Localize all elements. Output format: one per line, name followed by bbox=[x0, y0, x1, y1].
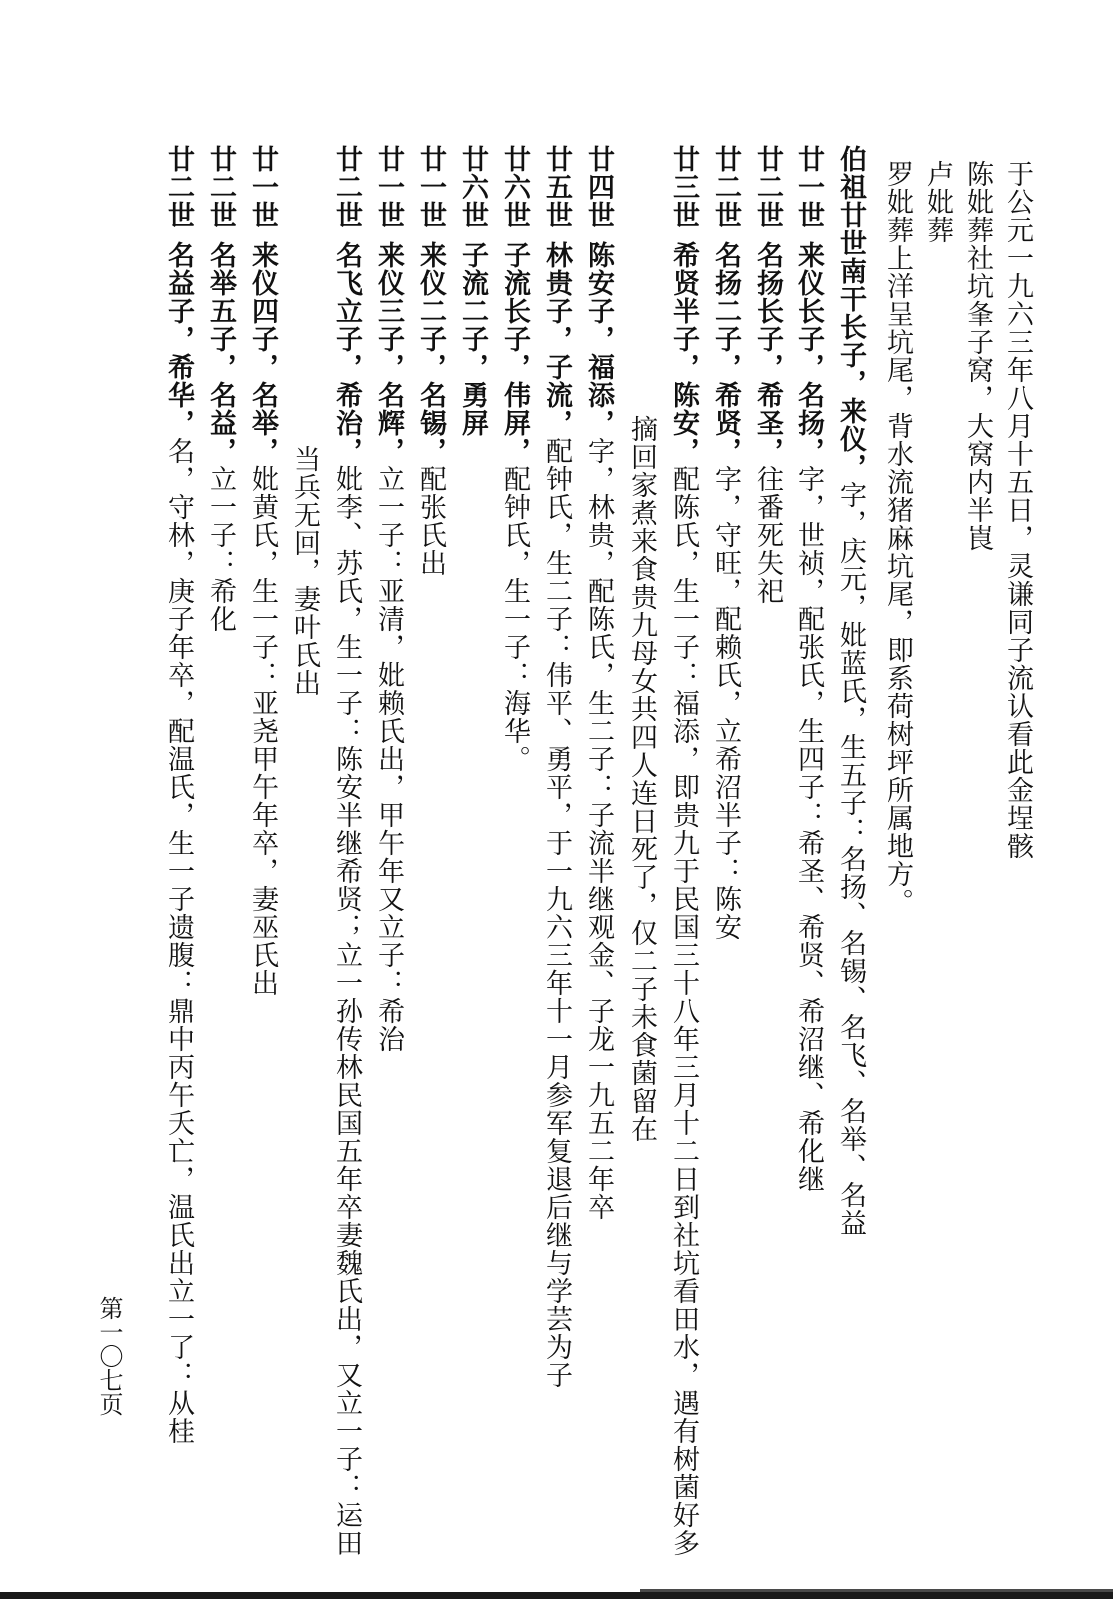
generation-label: 廿三世 bbox=[668, 145, 699, 229]
entry-name: 南干长子，来仪， bbox=[835, 257, 866, 481]
genealogy-entry bbox=[581, 145, 615, 1221]
entry-text: 往番死失祀 bbox=[752, 465, 783, 605]
genealogy-entry bbox=[245, 145, 279, 997]
entry-text: 配钟氏，生一子：海华。 bbox=[499, 465, 530, 773]
genealogy-entry bbox=[371, 145, 405, 1053]
generation-label: 廿二世 bbox=[710, 145, 741, 229]
generation-label: 廿六世 bbox=[499, 145, 530, 229]
genealogy-entry bbox=[413, 145, 447, 577]
entry-text: 字，庆元，妣蓝氏，生五子：名扬、名锡、名飞、名举、名益 bbox=[835, 481, 866, 1237]
genealogy-entry bbox=[455, 145, 489, 437]
entry-name: 希贤半子，陈安， bbox=[668, 241, 699, 465]
entry-name: 名飞立子，希治， bbox=[331, 241, 362, 465]
entry-name: 来仪四子，名举， bbox=[247, 241, 278, 465]
entry-name: 来仪二子，名锡， bbox=[415, 241, 446, 465]
entry-name: 来仪三子，名辉， bbox=[373, 241, 404, 465]
text-line-chen-burial: 陈妣葬社坑夆子窝，大窝内半崀 bbox=[962, 160, 993, 552]
genealogy-entry bbox=[708, 145, 742, 941]
generation-label: 廿一世 bbox=[247, 145, 278, 229]
entry-name: 来仪长子，名扬， bbox=[793, 241, 824, 465]
entry-name: 陈安子，福添， bbox=[583, 241, 614, 437]
generation-label: 廿二世 bbox=[163, 145, 194, 229]
genealogy-entry bbox=[791, 145, 825, 1193]
entry-name: 名扬长子，希圣， bbox=[752, 241, 783, 465]
genealogy-continuation bbox=[287, 445, 321, 697]
genealogy-entry bbox=[666, 145, 700, 1557]
generation-label: 廿五世 bbox=[541, 145, 572, 229]
generation-label: 廿二世 bbox=[752, 145, 783, 229]
entry-text: 立一子：亚清，妣赖氏出，甲午年又立子：希治 bbox=[373, 465, 404, 1053]
generation-label: 廿六世 bbox=[457, 145, 488, 229]
entry-text: 配钟氏，生二子：伟平、勇平，于一九六三年十一月参军复退后继与学芸为子 bbox=[541, 437, 572, 1389]
entry-name: 子流长子，伟屏， bbox=[499, 241, 530, 465]
genealogy-entry bbox=[833, 145, 867, 1237]
genealogy-continuation bbox=[624, 415, 658, 1143]
entry-name: 名扬二子，希贤， bbox=[710, 241, 741, 465]
entry-text: 配张氏出 bbox=[415, 465, 446, 577]
entry-name: 子流二子，勇屏 bbox=[457, 241, 488, 437]
generation-label: 廿四世 bbox=[583, 145, 614, 229]
entry-text: 妣黄氏，生一子：亚尧甲午年卒，妻巫氏出 bbox=[247, 465, 278, 997]
entry-text: 妣李、苏氏，生一子：陈安半继希贤；立一孙传林民国五年卒妻魏氏出，又立一子：运田 bbox=[331, 465, 362, 1557]
entry-text: 名，守林，庚子年卒，配温氏，生一子遗腹：鼎中丙午夭亡，温氏出立一了：从桂 bbox=[163, 437, 194, 1445]
genealogy-entry bbox=[539, 145, 573, 1389]
generation-label: 廿一世 bbox=[793, 145, 824, 229]
genealogy-entry bbox=[497, 145, 531, 773]
entry-text: 摘回家煮来食贵九母女共四人连日死了，仅二子未食菌留在 bbox=[626, 415, 657, 1143]
generation-label: 廿一世 bbox=[415, 145, 446, 229]
genealogy-entry bbox=[329, 145, 363, 1557]
text-line-burial-note: 于公元一九六三年八月十五日，灵谦同子流认看此金埕骸 bbox=[1002, 160, 1033, 860]
entry-text: 字，林贵，配陈氏，生二子：子流半继观金、子龙一九五二年卒 bbox=[583, 437, 614, 1221]
generation-label: 伯祖廿世 bbox=[835, 145, 866, 257]
genealogy-entry bbox=[161, 145, 195, 1445]
entry-name: 名益子，希华， bbox=[163, 241, 194, 437]
entry-text: 当兵无回，妻叶氏出 bbox=[289, 445, 320, 697]
text-line-lu-burial: 卢妣葬 bbox=[922, 160, 953, 244]
entry-text: 字，守旺，配赖氏，立希沼半子：陈安 bbox=[710, 465, 741, 941]
page-number: 第一〇七页 bbox=[95, 1296, 123, 1416]
entry-name: 名举五子，名益， bbox=[205, 241, 236, 465]
generation-label: 廿二世 bbox=[205, 145, 236, 229]
entry-name: 林贵子，子流， bbox=[541, 241, 572, 437]
entry-text: 配陈氏，生一子：福添，即贵九于民国三十八年三月十二日到社坑看田水，遇有树菌好多 bbox=[668, 465, 699, 1557]
generation-label: 廿一世 bbox=[373, 145, 404, 229]
genealogy-entry bbox=[750, 145, 784, 605]
generation-label: 廿二世 bbox=[331, 145, 362, 229]
scan-edge bbox=[0, 1592, 1113, 1599]
scan-edge-line bbox=[640, 1589, 1113, 1592]
entry-text: 字，世祯，配张氏，生四子：希圣、希贤、希沼继、希化继 bbox=[793, 465, 824, 1193]
entry-text: 立一子：希化 bbox=[205, 465, 236, 633]
text-line-luo-burial: 罗妣葬上洋呈坑尾，背水流猪麻坑尾，即系荷树坪所属地方。 bbox=[882, 160, 913, 916]
genealogy-entry bbox=[203, 145, 237, 633]
